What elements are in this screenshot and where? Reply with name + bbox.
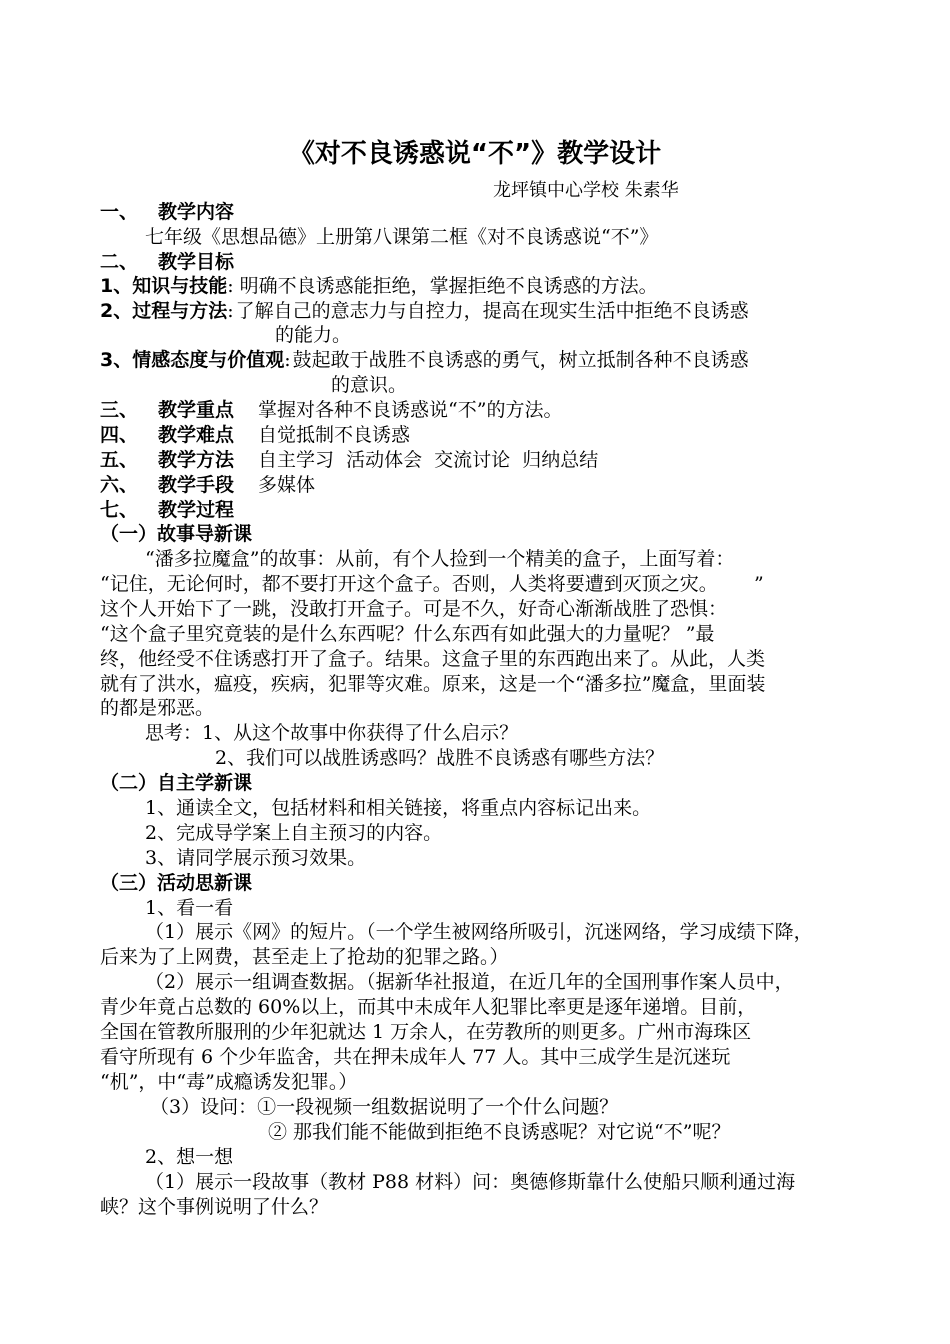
goal-text: 了解自己的意志力与自控力，提高在现实生活中拒绝不良诱惑 bbox=[235, 300, 749, 322]
section-teaching-goals bbox=[100, 250, 234, 274]
goal-text: 鼓起敢于战胜不良诱惑的勇气，树立抵制各种不良诱惑 bbox=[292, 349, 749, 371]
goal-separator: : bbox=[284, 349, 291, 371]
document-title: 《对不良诱惑说“不”》教学设计 bbox=[288, 139, 662, 169]
activity-text: 后来为了上网费，甚至走上了抢劫的犯罪之路。） bbox=[100, 946, 509, 968]
goal-emotion bbox=[100, 348, 749, 372]
section-content: 多媒体 bbox=[258, 474, 316, 496]
goal-label: 1、知识与技能 bbox=[100, 275, 228, 297]
section-number: 四、 bbox=[100, 424, 139, 446]
activity-text: （2）展示一组调查数据。（据新华社报道，在近几年的全国刑事作案人员中， bbox=[145, 971, 794, 993]
section-label: 教学目标 bbox=[158, 251, 235, 273]
section-label: 教学内容 bbox=[158, 201, 235, 223]
goal-separator: : bbox=[227, 300, 234, 322]
story-line: “潘多拉魔盒”的故事：从前，有个人捡到一个精美的盒子，上面写着： bbox=[145, 548, 735, 570]
section-difficulty bbox=[100, 423, 410, 447]
goal-text: 明确不良诱惑能拒绝，掌握拒绝不良诱惑的方法。 bbox=[239, 275, 658, 297]
section-content: 自觉抵制不良诱惑 bbox=[258, 424, 411, 446]
story-line: 就有了洪水，瘟疫，疾病，犯罪等灾难。原来，这是一个“潘多拉”魔盒，里面装 bbox=[100, 673, 766, 695]
section-label: 教学重点 bbox=[158, 399, 235, 421]
section-teaching-content bbox=[100, 200, 234, 224]
goal-process bbox=[100, 299, 749, 323]
teaching-content-text: 七年级《思想品德》上册第八课第二框《对不良诱惑说“不”》 bbox=[145, 226, 659, 248]
part-heading-self-study: （二）自主学新课 bbox=[100, 772, 253, 794]
section-process bbox=[100, 498, 234, 522]
self-study-item: 3、请同学展示预习效果。 bbox=[145, 847, 367, 869]
goal-label: 2、过程与方法 bbox=[100, 300, 228, 322]
section-content: 掌握对各种不良诱惑说“不”的方法。 bbox=[258, 399, 563, 421]
section-label: 教学方法 bbox=[158, 449, 235, 471]
goal-emotion-cont: 的意识。 bbox=[331, 374, 408, 396]
author-line: 龙坪镇中心学校 朱素华 bbox=[493, 180, 679, 201]
activity-look: 1、看一看 bbox=[145, 897, 234, 919]
self-study-item: 2、完成导学案上自主预习的内容。 bbox=[145, 822, 443, 844]
story-line: 的都是邪恶。 bbox=[100, 697, 215, 719]
section-method bbox=[100, 448, 598, 472]
section-content: 自主学习 活动体会 交流讨论 归纳总结 bbox=[258, 449, 599, 471]
section-label: 教学难点 bbox=[158, 424, 235, 446]
activity-text: （1）展示一段故事（教材 P88 材料）问：奥德修斯靠什么使船只顺利通过海 bbox=[145, 1171, 796, 1193]
activity-think: 2、想一想 bbox=[145, 1146, 234, 1168]
section-number: 三、 bbox=[100, 399, 139, 421]
activity-text: 看守所现有 6 个少年监舍，共在押未成年人 77 人。其中三成学生是沉迷玩 bbox=[100, 1046, 731, 1068]
activity-question-2: ② 那我们能不能做到拒绝不良诱惑呢？对它说“不”呢？ bbox=[268, 1121, 731, 1143]
goal-label: 3、情感态度与价值观 bbox=[100, 349, 285, 371]
section-key-point bbox=[100, 398, 562, 422]
activity-text: 全国在管教所服刑的少年犯就达 1 万余人，在劳教所的则更多。广州市海珠区 bbox=[100, 1021, 752, 1043]
activity-text: 青少年竟占总数的 60%以上，而其中未成年人犯罪比率更是逐年递增。目前， bbox=[100, 996, 757, 1018]
section-number: 六、 bbox=[100, 474, 139, 496]
section-means bbox=[100, 473, 315, 497]
section-number: 二、 bbox=[100, 251, 139, 273]
section-number: 一、 bbox=[100, 201, 139, 223]
part-heading-activity: （三）活动思新课 bbox=[100, 872, 253, 894]
self-study-item: 1、通读全文，包括材料和相关链接，将重点内容标记出来。 bbox=[145, 797, 652, 819]
story-line: “这个盒子里究竟装的是什么东西呢？什么东西有如此强大的力量呢？ ”最 bbox=[100, 623, 715, 645]
part-heading-story: （一）故事导新课 bbox=[100, 523, 253, 545]
activity-question-1: （3）设问：①一段视频一组数据说明了一个什么问题？ bbox=[150, 1096, 619, 1118]
think-question-2: 2、我们可以战胜诱惑吗？战胜不良诱惑有哪些方法？ bbox=[215, 747, 665, 769]
goal-separator: : bbox=[227, 275, 234, 297]
section-label: 教学手段 bbox=[158, 474, 235, 496]
section-label: 教学过程 bbox=[158, 499, 235, 521]
section-number: 七、 bbox=[100, 499, 139, 521]
section-number: 五、 bbox=[100, 449, 139, 471]
think-question-1: 思考：1、从这个故事中你获得了什么启示？ bbox=[145, 722, 519, 744]
goal-knowledge bbox=[100, 274, 658, 298]
activity-text: 峡？这个事例说明了什么？ bbox=[100, 1196, 329, 1218]
story-line: 这个人开始下了一跳，没敢打开盒子。可是不久，好奇心渐渐战胜了恐惧： bbox=[100, 598, 728, 620]
story-line: “记住，无论何时，都不要打开这个盒子。否则，人类将要遭到灭顶之灾。 ” bbox=[100, 573, 764, 595]
goal-process-cont: 的能力。 bbox=[275, 324, 352, 346]
story-line: 终，他经受不住诱惑打开了盒子。结果。这盒子里的东西跑出来了。从此，人类 bbox=[100, 648, 766, 670]
activity-text: （1）展示《网》的短片。（一个学生被网络所吸引，沉迷网络，学习成绩下降， bbox=[145, 921, 813, 943]
activity-text: “机”，中“毒”成瘾诱发犯罪。） bbox=[100, 1071, 358, 1093]
